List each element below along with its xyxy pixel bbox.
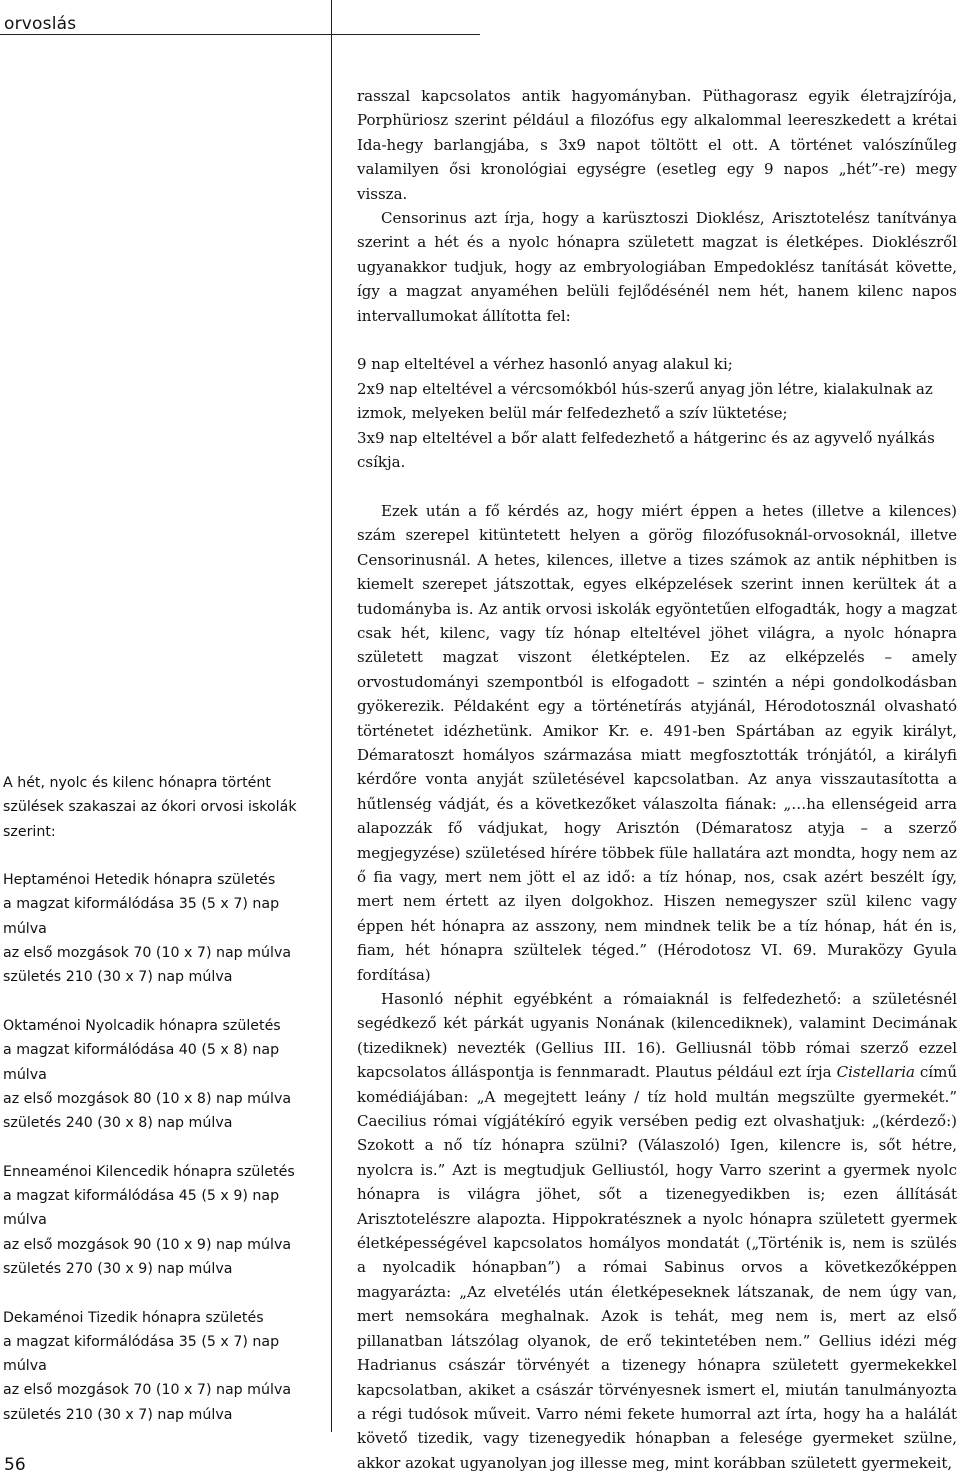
group-line: a magzat kiformálódása 35 (5 x 7) nap múlva	[3, 896, 280, 937]
paragraph	[357, 987, 957, 1475]
header-rule	[0, 34, 480, 35]
column-divider	[331, 0, 332, 1432]
sidebar-group-hepta	[3, 868, 323, 989]
group-title: Oktaménoi Nyolcadik hónapra születés	[3, 1017, 281, 1034]
group-line: a magzat kiformálódása 45 (5 x 9) nap múlva	[3, 1188, 280, 1229]
paragraph-text: című komédiájában: „A megejtett leány / tíz hold multán megszülte gyermekét.” Caecilius római vígjátékíró egyik versében pedig ezt olvashatjuk: „(kérdező:) Szokott a nő tíz hónapra szülni? (Válaszoló) Igen, kilencre is, sőt hétre, nyolcra is.” Azt is megtudjuk Gelliustól, hogy Varro szerint a gyermek nyolc hónapra is világra jöhet, sőt a tizenegyedikben is; ezen állítását Arisztotelészre alapozta. Hippokratésznek a nyolc hónapra született gyermek életképességével kapcsolatos homályos mondatát („Történik is, nem is szülés a nyolcadik hónapban”) a római Sabinus orvos a következőképpen magyarázta: „Az elvetélés után életképeseknek látszanak, de nem úgy van, mert nemsokára meghalnak. Azok is tehát, meg nem is, mert az első pillanatban látszólag olyanok, de erő tekintetében nem.” Gellius idézi még Hadrianus császár törvényét a tizenegy hónapra született gyermekekkel kapcsolatban, akiket a császár törvényesnek ismert el, miután tanulmányozta a régi tudósok műveit. Varro némi fekete humorral azt írta, hogy ha a halálát követő tizedik, vagy tizenegyedik hónapban a felesége gyermeket szülne, akkor azokat ugyanolyan jog illesse meg, mint korábban született gyermekeit,	[357, 1063, 957, 1472]
paragraph: Ezek után a fő kérdés az, hogy miért éppen a hetes (illetve a kilences) szám szerepel kitüntetett helyen a görög filozófusoknál-orvosoknál, illetve Censorinusnál. A hetes, kilences, illetve a tizes számok az antik néphitben is kiemelt szerepet játszottak, egyes elképzelések szerint innen kerültek át a tudományba is. Az antik orvosi iskolák egyöntetűen elfogadták, hogy a magzat csak hét, kilenc, vagy tíz hónap elteltével jöhet világra, a nyolc hónapra született magzat viszont életképtelen. Ez az elképzelés – amely orvostudományi szempontból is elfogadott – szintén a népi gondolkodásban gyökerezik. Példaként egy a történetírás atyjánál, Hérodotosznál olvasható történetet idézhetünk. Amikor Kr. e. 491-ben Spártában az egyik királyt, Démaratoszt homályos származása miatt megfosztották trónjától, a királyfi kérdőre vonta anyját születésével kapcsolatban. Az anya visszautasította a hűtlenség vádját, és a következőket válaszolta fiának: „…ha ellenségeid arra alapozzák fő vádjukat, hogy Arisztón (Démaratosz atyja – a szerző megjegyzése) születésed hírére többek füle hallatára azt mondta, hogy nem az ő fia vagy, mert nem jött el az idő: a tíz hónap, nos, csak azért beszélt így, mert nem értett az ilyen dolgokhoz. Hiszen nemegyszer szül kilenc vagy éppen hét hónapra az asszony, nem mindnek telik be a tíz hónap, hát én is, fiam, hét hónapra szültelek téged.” (Hérodotosz VI. 69. Muraközy Gyula fordítása)	[357, 501, 957, 984]
sidebar-group-ennea	[3, 1160, 323, 1281]
list-item: 3x9 nap elteltével a bőr alatt felfedezhető a hátgerinc és az agyvelő nyálkás csíkja.	[357, 428, 935, 472]
group-line: a magzat kiformálódása 35 (5 x 7) nap múlva	[3, 1333, 280, 1375]
sidebar-box	[3, 771, 323, 1427]
group-line: az első mozgások 70 (10 x 7) nap múlva	[3, 945, 292, 962]
group-line: születés 210 (30 x 7) nap múlva	[3, 969, 233, 986]
group-line: az első mozgások 90 (10 x 9) nap múlva	[3, 1236, 292, 1253]
list-item: 9 nap elteltével a vérhez hasonló anyag alakul ki;	[357, 355, 733, 374]
group-title: Heptaménoi Hetedik hónapra születés	[3, 872, 276, 889]
group-line: az első mozgások 80 (10 x 8) nap múlva	[3, 1090, 292, 1107]
group-line: születés 210 (30 x 7) nap múlva	[3, 1406, 233, 1423]
development-stages-list	[357, 352, 957, 474]
group-line: születés 270 (30 x 9) nap múlva	[3, 1260, 233, 1277]
paragraph: rasszal kapcsolatos antik hagyományban. Püthagorasz egyik életrajzírója, Porphüriosz szerint például a filozófus egy alkalommal leereszkedett a krétai Ida-hegy barlangjába, s 3x9 napot töltött el ott. A történet valószínűleg valamilyen ősi kronológiai egységre (esetleg egy 9 napos „hét”-re) megy vissza.	[357, 87, 957, 203]
page-number: 56	[4, 1455, 26, 1475]
group-title: Enneaménoi Kilencedik hónapra születés	[3, 1163, 295, 1180]
group-line: a magzat kiformálódása 40 (5 x 8) nap múlva	[3, 1042, 280, 1083]
list-item: 2x9 nap elteltével a vércsomókból hús-szerű anyag jön létre, kialakulnak az izmok, melyeken belül már felfedezhető a szív lüktetése;	[357, 379, 933, 423]
sidebar-group-deka	[3, 1306, 323, 1427]
sidebar-group-okta	[3, 1014, 323, 1135]
paragraph: Censorinus azt írja, hogy a karüsztoszi Dioklész, Arisztotelész tanítványa szerint a hét és a nyolc hónapra született magzat is életképes. Dioklészről ugyanakkor tudjuk, hogy az embryologiában Empedoklész tanítását követte, így a magzat anyaméhen belüli fejlődésénél nem hét, hanem kilenc napos intervallumokat állította fel:	[357, 209, 957, 325]
sidebar-intro: A hét, nyolc és kilenc hónapra történt szülések szakaszai az ókori orvosi iskolák szerint:	[3, 775, 297, 840]
work-title: Cistellaria	[836, 1063, 915, 1082]
section-header: orvoslás	[4, 14, 77, 34]
main-text-column	[357, 84, 957, 1475]
group-title: Dekaménoi Tizedik hónapra születés	[3, 1309, 264, 1326]
group-line: születés 240 (30 x 8) nap múlva	[3, 1115, 233, 1132]
group-line: az első mozgások 70 (10 x 7) nap múlva	[3, 1382, 292, 1399]
paragraph-text: Hasonló néphit egyébként a rómaiaknál is felfedezhető: a születésnél segédkező két párkát ugyanis Nonának (kilencediknek), valamint Decimának (tizediknek) nevezték (Gellius III. 16). Gelliusnál több római szerző ezzel kapcsolatos álláspontja is fennmaradt. Plautus például ezt írja	[357, 990, 957, 1082]
